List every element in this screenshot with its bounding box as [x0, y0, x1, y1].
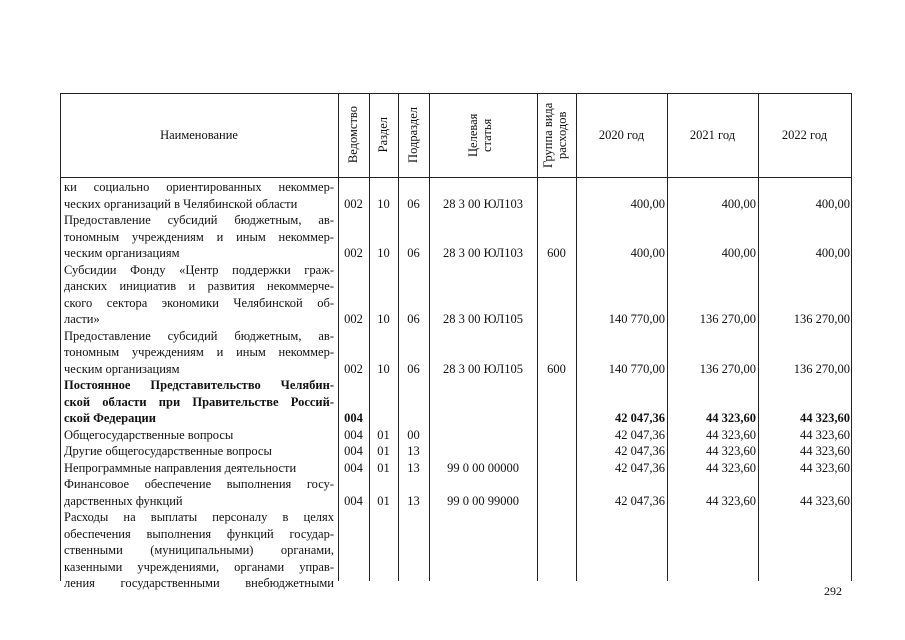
header-dept — [338, 93, 369, 177]
cell-y2020: 140 770,00 — [608, 312, 665, 326]
header-expense-group — [537, 93, 576, 177]
row-name-line: дарственных функций — [64, 493, 183, 508]
row-name-line: ской области при Правительстве Россий- — [64, 394, 334, 409]
row-name-line: ческим организациям — [64, 246, 180, 260]
cell-y2021: 44 323,60 — [706, 427, 756, 442]
cell-group: 600 — [547, 246, 566, 260]
cell-y2021: 44 323,60 — [706, 460, 756, 475]
cell-y2022: 44 323,60 — [800, 493, 850, 508]
cell-group: 600 — [547, 361, 566, 376]
row-name-line: ской Федерации — [64, 411, 156, 425]
page-number: 292 — [824, 584, 842, 598]
header-2020 — [576, 93, 667, 177]
cell-y2022: 136 270,00 — [793, 312, 850, 326]
cell-target: 28 3 00 ЮЛ103 — [442, 196, 524, 211]
cell-target: 28 3 00 ЮЛ105 — [442, 361, 524, 376]
cell-sec: 01 — [377, 460, 390, 475]
cell-dept: 004 — [344, 444, 363, 458]
cell-sec: 01 — [377, 444, 390, 458]
budget-table — [60, 93, 852, 590]
cell-y2020: 42 047,36 — [615, 460, 665, 475]
cell-y2020: 42 047,36 — [615, 444, 665, 458]
table-row — [60, 377, 852, 427]
header-target-text: Целевая статья — [466, 113, 494, 157]
header-target — [429, 93, 537, 177]
cell-sub: 13 — [407, 444, 420, 458]
row-name-line: Предоставление субсидий бюджетным, ав- — [64, 213, 334, 227]
cell-target: 28 3 00 ЮЛ103 — [442, 246, 524, 260]
cell-y2020: 400,00 — [630, 246, 665, 260]
cell-sub: 06 — [407, 312, 420, 326]
row-name-line: казенными учреждениями, органами управ- — [64, 559, 334, 574]
cell-y2022: 400,00 — [815, 246, 850, 260]
cell-target: 28 3 00 ЮЛ105 — [442, 312, 524, 326]
row-name — [64, 443, 334, 460]
header-2021-text: 2021 год — [689, 127, 736, 142]
row-name-line: Общегосударственные вопросы — [64, 427, 234, 442]
cell-dept: 004 — [344, 493, 363, 508]
cell-y2021: 136 270,00 — [699, 361, 756, 376]
cell-sec: 01 — [377, 493, 390, 508]
row-name-line: Предоставление субсидий бюджетным, ав- — [64, 328, 334, 343]
cell-y2022: 400,00 — [815, 196, 850, 211]
row-name-line: ческим организациям — [64, 361, 180, 376]
cell-y2022: 44 323,60 — [800, 411, 850, 425]
table-row — [60, 427, 852, 444]
row-name — [64, 179, 334, 212]
cell-dept: 004 — [344, 427, 363, 442]
row-name-line: данских инициатив и развития некоммерче- — [64, 279, 334, 293]
row-name-line: ления государственными внебюджетными — [64, 576, 334, 590]
row-name — [64, 328, 334, 378]
row-name-line: обеспечения выполнения функций государ- — [64, 526, 334, 541]
cell-target: 99 0 00 99000 — [447, 493, 519, 508]
cell-y2020: 400,00 — [630, 196, 665, 211]
row-name-line: Другие общегосударственные вопросы — [64, 444, 272, 458]
row-name-line: Субсидии Фонду «Центр поддержки граж- — [64, 262, 334, 277]
cell-dept: 002 — [344, 312, 363, 326]
row-name-line: Финансовое обеспечение выполнения госу- — [64, 477, 334, 491]
row-name-line: тономным учреждениям и иным некоммер- — [64, 345, 334, 359]
cell-dept: 002 — [344, 196, 363, 211]
cell-y2021: 400,00 — [721, 246, 756, 260]
row-name — [64, 427, 334, 444]
cell-y2022: 136 270,00 — [793, 361, 850, 376]
cell-y2022: 44 323,60 — [800, 460, 850, 475]
cell-sub: 00 — [407, 427, 420, 442]
header-subsection-text: Подраздел — [405, 107, 420, 163]
row-name-line: Расходы на выплаты персоналу в целях — [64, 510, 334, 524]
cell-sec: 01 — [377, 427, 390, 442]
row-name-line: ственными (муниципальными) органами, — [64, 543, 334, 557]
cell-dept: 004 — [344, 460, 363, 475]
table-row — [60, 509, 852, 592]
header-name — [60, 93, 338, 177]
row-name — [64, 476, 334, 509]
table-row — [60, 179, 852, 212]
row-name — [64, 377, 334, 427]
header-2021 — [667, 93, 758, 177]
cell-dept: 004 — [344, 411, 363, 425]
header-expense-group-text: Группа вида расходов — [540, 102, 569, 168]
cell-sec: 10 — [377, 196, 390, 211]
row-name-line: ского сектора экономики Челябинской об- — [64, 295, 334, 310]
row-name — [64, 212, 334, 262]
cell-y2020: 42 047,36 — [615, 493, 665, 508]
row-name — [64, 262, 334, 328]
cell-dept: 002 — [344, 246, 363, 260]
cell-y2022: 44 323,60 — [800, 427, 850, 442]
cell-sec: 10 — [377, 361, 390, 376]
header-subsection — [398, 93, 429, 177]
table-row — [60, 262, 852, 328]
header-divider — [60, 177, 852, 178]
cell-y2020: 140 770,00 — [608, 361, 665, 376]
row-name — [64, 460, 334, 477]
cell-y2020: 42 047,36 — [615, 411, 665, 425]
cell-sec: 10 — [377, 246, 390, 260]
row-name-line: ласти» — [64, 312, 100, 326]
cell-sub: 06 — [407, 361, 420, 376]
row-name-line: Постоянное Представительство Челябин- — [64, 378, 334, 392]
table-row — [60, 212, 852, 262]
cell-target: 99 0 00 00000 — [447, 460, 519, 475]
header-section-text: Раздел — [375, 117, 390, 153]
cell-y2021: 44 323,60 — [706, 411, 756, 425]
table-row — [60, 476, 852, 509]
cell-sub: 06 — [407, 196, 420, 211]
row-name-line: ки социально ориентированных некоммер- — [64, 180, 334, 194]
cell-y2020: 42 047,36 — [615, 427, 665, 442]
cell-dept: 002 — [344, 361, 363, 376]
cell-y2021: 44 323,60 — [706, 493, 756, 508]
table-row — [60, 328, 852, 378]
cell-y2022: 44 323,60 — [800, 444, 850, 458]
table-row — [60, 443, 852, 460]
table-row — [60, 460, 852, 477]
row-name-line: Непрограммные направления деятельности — [64, 460, 297, 475]
cell-sec: 10 — [377, 312, 390, 326]
row-name-line: ческих организаций в Челябинской области — [64, 196, 298, 211]
row-name — [64, 509, 334, 592]
cell-y2021: 136 270,00 — [699, 312, 756, 326]
header-2022-text: 2022 год — [781, 127, 828, 142]
cell-sub: 13 — [407, 460, 420, 475]
row-name-line: тономным учреждениям и иным некоммер- — [64, 229, 334, 244]
header-2022 — [758, 93, 851, 177]
header-name-text: Наименование — [160, 127, 238, 142]
header-dept-text: Ведомство — [345, 106, 360, 164]
header-section — [369, 93, 398, 177]
cell-sub: 06 — [407, 246, 420, 260]
header-2020-text: 2020 год — [598, 127, 645, 142]
cell-y2021: 400,00 — [721, 196, 756, 211]
cell-y2021: 44 323,60 — [706, 444, 756, 458]
cell-sub: 13 — [407, 493, 420, 508]
